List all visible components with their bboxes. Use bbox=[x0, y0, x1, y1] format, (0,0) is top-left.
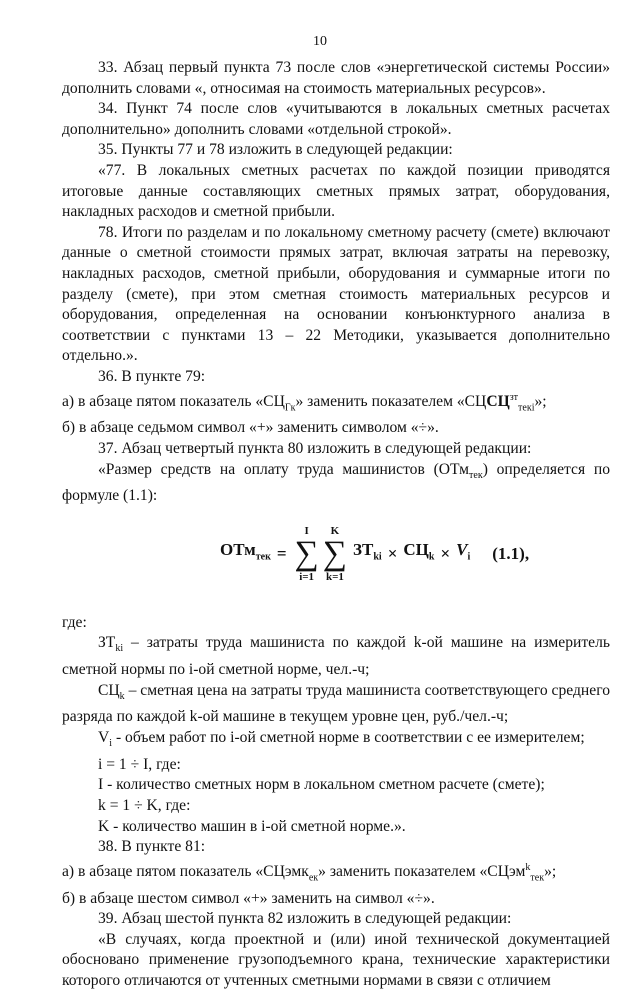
paragraph-39-quote: «В случаях, когда проектной и (или) иной технической документацией обосновано применение грузоподъемного крана, технические характеристики которого отличаются от учтенных сметными нормами в связи с отличием bbox=[62, 930, 610, 989]
paragraph-35: 35. Пункты 77 и 78 изложить в следующей редакции: bbox=[98, 141, 453, 159]
paragraph-37-quote bbox=[62, 460, 610, 507]
formula-1-1 bbox=[62, 507, 610, 613]
definition-I: I - количество сметных норм в локальном сметном расчете (смете); bbox=[98, 776, 545, 794]
indicator-sc-zt: СЦ bbox=[486, 392, 510, 410]
text: «Размер средств на оплату труда машинистов (ОТм bbox=[98, 460, 470, 478]
paragraph-34: 34. Пункт 74 после слов «учитываются в локальных сметных расчетах дополнительно» дополнить словами «отдельной строкой». bbox=[62, 100, 610, 138]
equals-sign: = bbox=[276, 543, 287, 563]
subscript: тек bbox=[469, 469, 483, 481]
text: »; bbox=[544, 862, 557, 880]
lhs-sub: тек bbox=[255, 551, 271, 563]
text: – затраты труда машиниста по каждой k-ой машине на измеритель сметной нормы по i-ой сметной норме, чел.-ч; bbox=[62, 634, 610, 679]
where-label: где: bbox=[62, 613, 87, 631]
paragraph-77: «77. В локальных сметных расчетах по каждой позиции приводятся итоговые данные составляющих сметных прямых затрат, оборудования, накладных расходов и сметной прибыли. bbox=[62, 161, 610, 221]
sum-k-top: K bbox=[330, 524, 340, 537]
text: »; bbox=[534, 392, 547, 410]
superscript: зт bbox=[509, 391, 519, 403]
sigma: ∑ bbox=[322, 534, 348, 572]
paragraph-38a bbox=[62, 858, 610, 889]
sum-i bbox=[295, 525, 319, 583]
paragraph-38b: б) в абзаце шестом символ «+» заменить на символ «÷». bbox=[62, 889, 435, 907]
sum-k bbox=[323, 525, 347, 583]
definition-zt bbox=[62, 633, 610, 680]
paragraph-36: 36. В пункте 79: bbox=[98, 367, 206, 385]
text: ) определяется по формуле (1.1): bbox=[62, 460, 610, 505]
formula-lhs bbox=[220, 540, 271, 568]
sc-sub: k bbox=[428, 551, 435, 563]
text: ЗТ bbox=[98, 634, 116, 652]
lhs: ОТм bbox=[220, 539, 256, 559]
text: а) в абзаце пятом показатель «СЦэмк bbox=[62, 862, 309, 880]
definition-v bbox=[62, 728, 610, 755]
definition-K: K - количество машин в i-ой сметной норме.». bbox=[98, 817, 406, 835]
term-sc bbox=[403, 540, 434, 568]
subscript: k bbox=[119, 690, 125, 702]
sum-k-bottom: k=1 bbox=[325, 570, 344, 583]
times-sign: × bbox=[440, 543, 451, 563]
paragraph-33: 33. Абзац первый пункта 73 после слов «энергетической системы России» дополнить словами «, относимая на стоимость материальных ресурсов». bbox=[62, 59, 610, 97]
text: » заменить показателем «СЦ bbox=[295, 392, 487, 410]
sc: СЦ bbox=[403, 539, 429, 559]
paragraph-37: 37. Абзац четвертый пункта 80 изложить в следующей редакции: bbox=[98, 439, 532, 457]
superscript: k bbox=[525, 861, 531, 873]
text: - объем работ по i-ой сметной норме в соответствии с ее измерителем; bbox=[112, 729, 585, 747]
paragraph-39: 39. Абзац шестой пункта 82 изложить в следующей редакции: bbox=[98, 910, 512, 928]
text: – сметная цена на затраты труда машиниста соответствующего среднего разряда по каждой k-ой машине в текущем уровне цен, руб./чел.-ч; bbox=[62, 681, 610, 726]
paragraph-38: 38. В пункте 81: bbox=[98, 838, 206, 856]
subscript: тек bbox=[530, 872, 545, 884]
page-number: 10 bbox=[313, 34, 327, 49]
text: а) в абзаце пятом показатель «СЦ bbox=[62, 392, 285, 410]
document-body bbox=[62, 58, 610, 992]
text: СЦ bbox=[98, 681, 120, 699]
text: » заменить показателем «СЦэм bbox=[318, 862, 526, 880]
sigma: ∑ bbox=[294, 534, 319, 572]
subscript: Гк bbox=[284, 401, 296, 413]
text: V bbox=[98, 729, 110, 747]
v-sub: i bbox=[467, 551, 471, 563]
definition-sc bbox=[62, 681, 610, 728]
v: V bbox=[456, 539, 468, 559]
paragraph-78: 78. Итоги по разделам и по локальному сметному расчету (смете) включают данные о сметной стоимости прямых затрат, включая затраты на перевозку, накладных расходов, сметной прибыли, оборудования и суммарные итоги по разделу (смете), при этом сметная стоимость материальных ресурсов и оборудования, определенная на основании конъюнктурного анализа в соответствии с пунктами 13 – 22 Методики, указывается дополнительно отдельно.». bbox=[62, 223, 610, 365]
definition-i-range: i = 1 ÷ I, где: bbox=[98, 755, 181, 773]
zt: ЗТ bbox=[353, 539, 374, 559]
term-v bbox=[456, 540, 470, 568]
paragraph-36a bbox=[62, 388, 610, 419]
subscript: i bbox=[109, 738, 113, 750]
sum-i-top: I bbox=[304, 524, 309, 537]
term-zt bbox=[353, 540, 382, 568]
sum-i-bottom: i=1 bbox=[299, 570, 315, 583]
times-sign: × bbox=[387, 543, 398, 563]
subscript: ек bbox=[308, 872, 319, 884]
subscript: текі bbox=[518, 401, 535, 413]
definition-k-range: k = 1 ÷ K, где: bbox=[98, 796, 191, 814]
paragraph-36b: б) в абзаце седьмом символ «+» заменить символом «÷». bbox=[62, 419, 439, 437]
zt-sub: ki bbox=[373, 551, 382, 563]
formula-number: (1.1), bbox=[492, 543, 530, 563]
subscript: ki bbox=[115, 643, 124, 655]
